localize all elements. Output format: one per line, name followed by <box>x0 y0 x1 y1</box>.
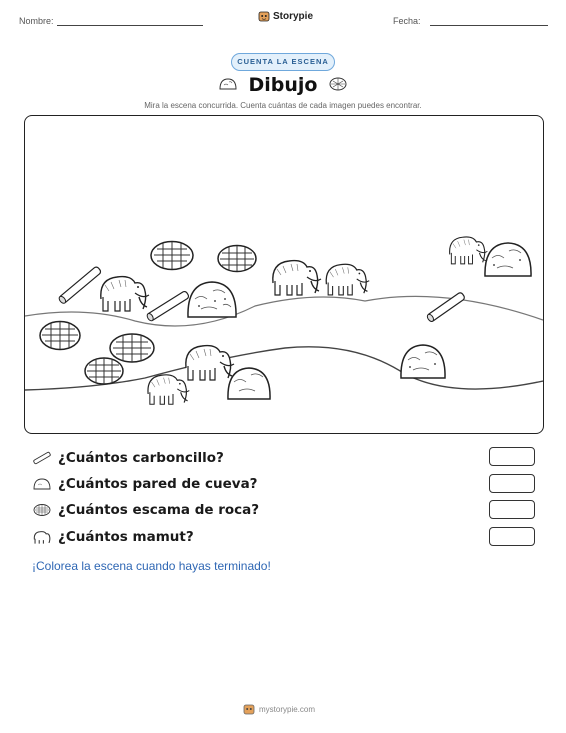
name-field[interactable] <box>57 25 203 26</box>
question-text: ¿Cuántos carboncillo? <box>58 450 224 466</box>
mammoth <box>321 257 371 299</box>
rock-scale <box>38 319 82 352</box>
cave-wall-icon <box>32 476 52 492</box>
storypie-mascot-icon <box>243 703 255 715</box>
name-label: Nombre: <box>19 16 54 26</box>
answer-box[interactable] <box>489 500 535 519</box>
answer-box[interactable] <box>489 474 535 493</box>
counting-scene <box>24 115 544 434</box>
question-row <box>32 447 224 469</box>
date-field[interactable] <box>430 25 548 26</box>
question-text: ¿Cuántos escama de roca? <box>58 502 260 518</box>
page-title: Dibujo <box>248 74 318 96</box>
site-footer <box>243 703 315 715</box>
activity-badge: CUENTA LA ESCENA <box>231 53 335 71</box>
question-row <box>32 526 194 548</box>
mammoth <box>445 231 489 267</box>
coloring-instruction: ¡Colorea la escena cuando hayas terminado! <box>32 559 271 573</box>
storypie-mascot-icon <box>258 10 270 22</box>
charcoal-stick-icon <box>32 450 52 466</box>
mammoth <box>143 368 191 408</box>
mammoth <box>95 269 151 315</box>
rock-scale-icon <box>328 76 348 92</box>
charcoal-stick <box>423 288 469 326</box>
cave-wall <box>398 342 448 382</box>
question-row <box>32 473 258 495</box>
answer-box[interactable] <box>489 447 535 466</box>
rock-scale <box>149 239 195 272</box>
cave-wall <box>185 279 239 321</box>
cave-wall <box>482 240 534 280</box>
rock-scale-icon <box>32 502 52 518</box>
question-text: ¿Cuántos mamut? <box>58 529 194 545</box>
question-row <box>32 499 259 521</box>
rock-scale <box>83 356 125 386</box>
rock-scale <box>216 243 258 274</box>
brand-name: Storypie <box>273 10 314 22</box>
date-label: Fecha: <box>393 16 421 26</box>
answer-box[interactable] <box>489 527 535 546</box>
brand-logo <box>258 10 313 22</box>
mammoth-icon <box>32 529 52 545</box>
site-url[interactable]: mystorypie.com <box>259 704 316 714</box>
mammoth <box>267 253 323 299</box>
question-text: ¿Cuántos pared de cueva? <box>58 476 258 492</box>
instructions: Mira la escena concurrida. Cuenta cuántas de cada imagen puedes encontrar. <box>144 101 422 110</box>
